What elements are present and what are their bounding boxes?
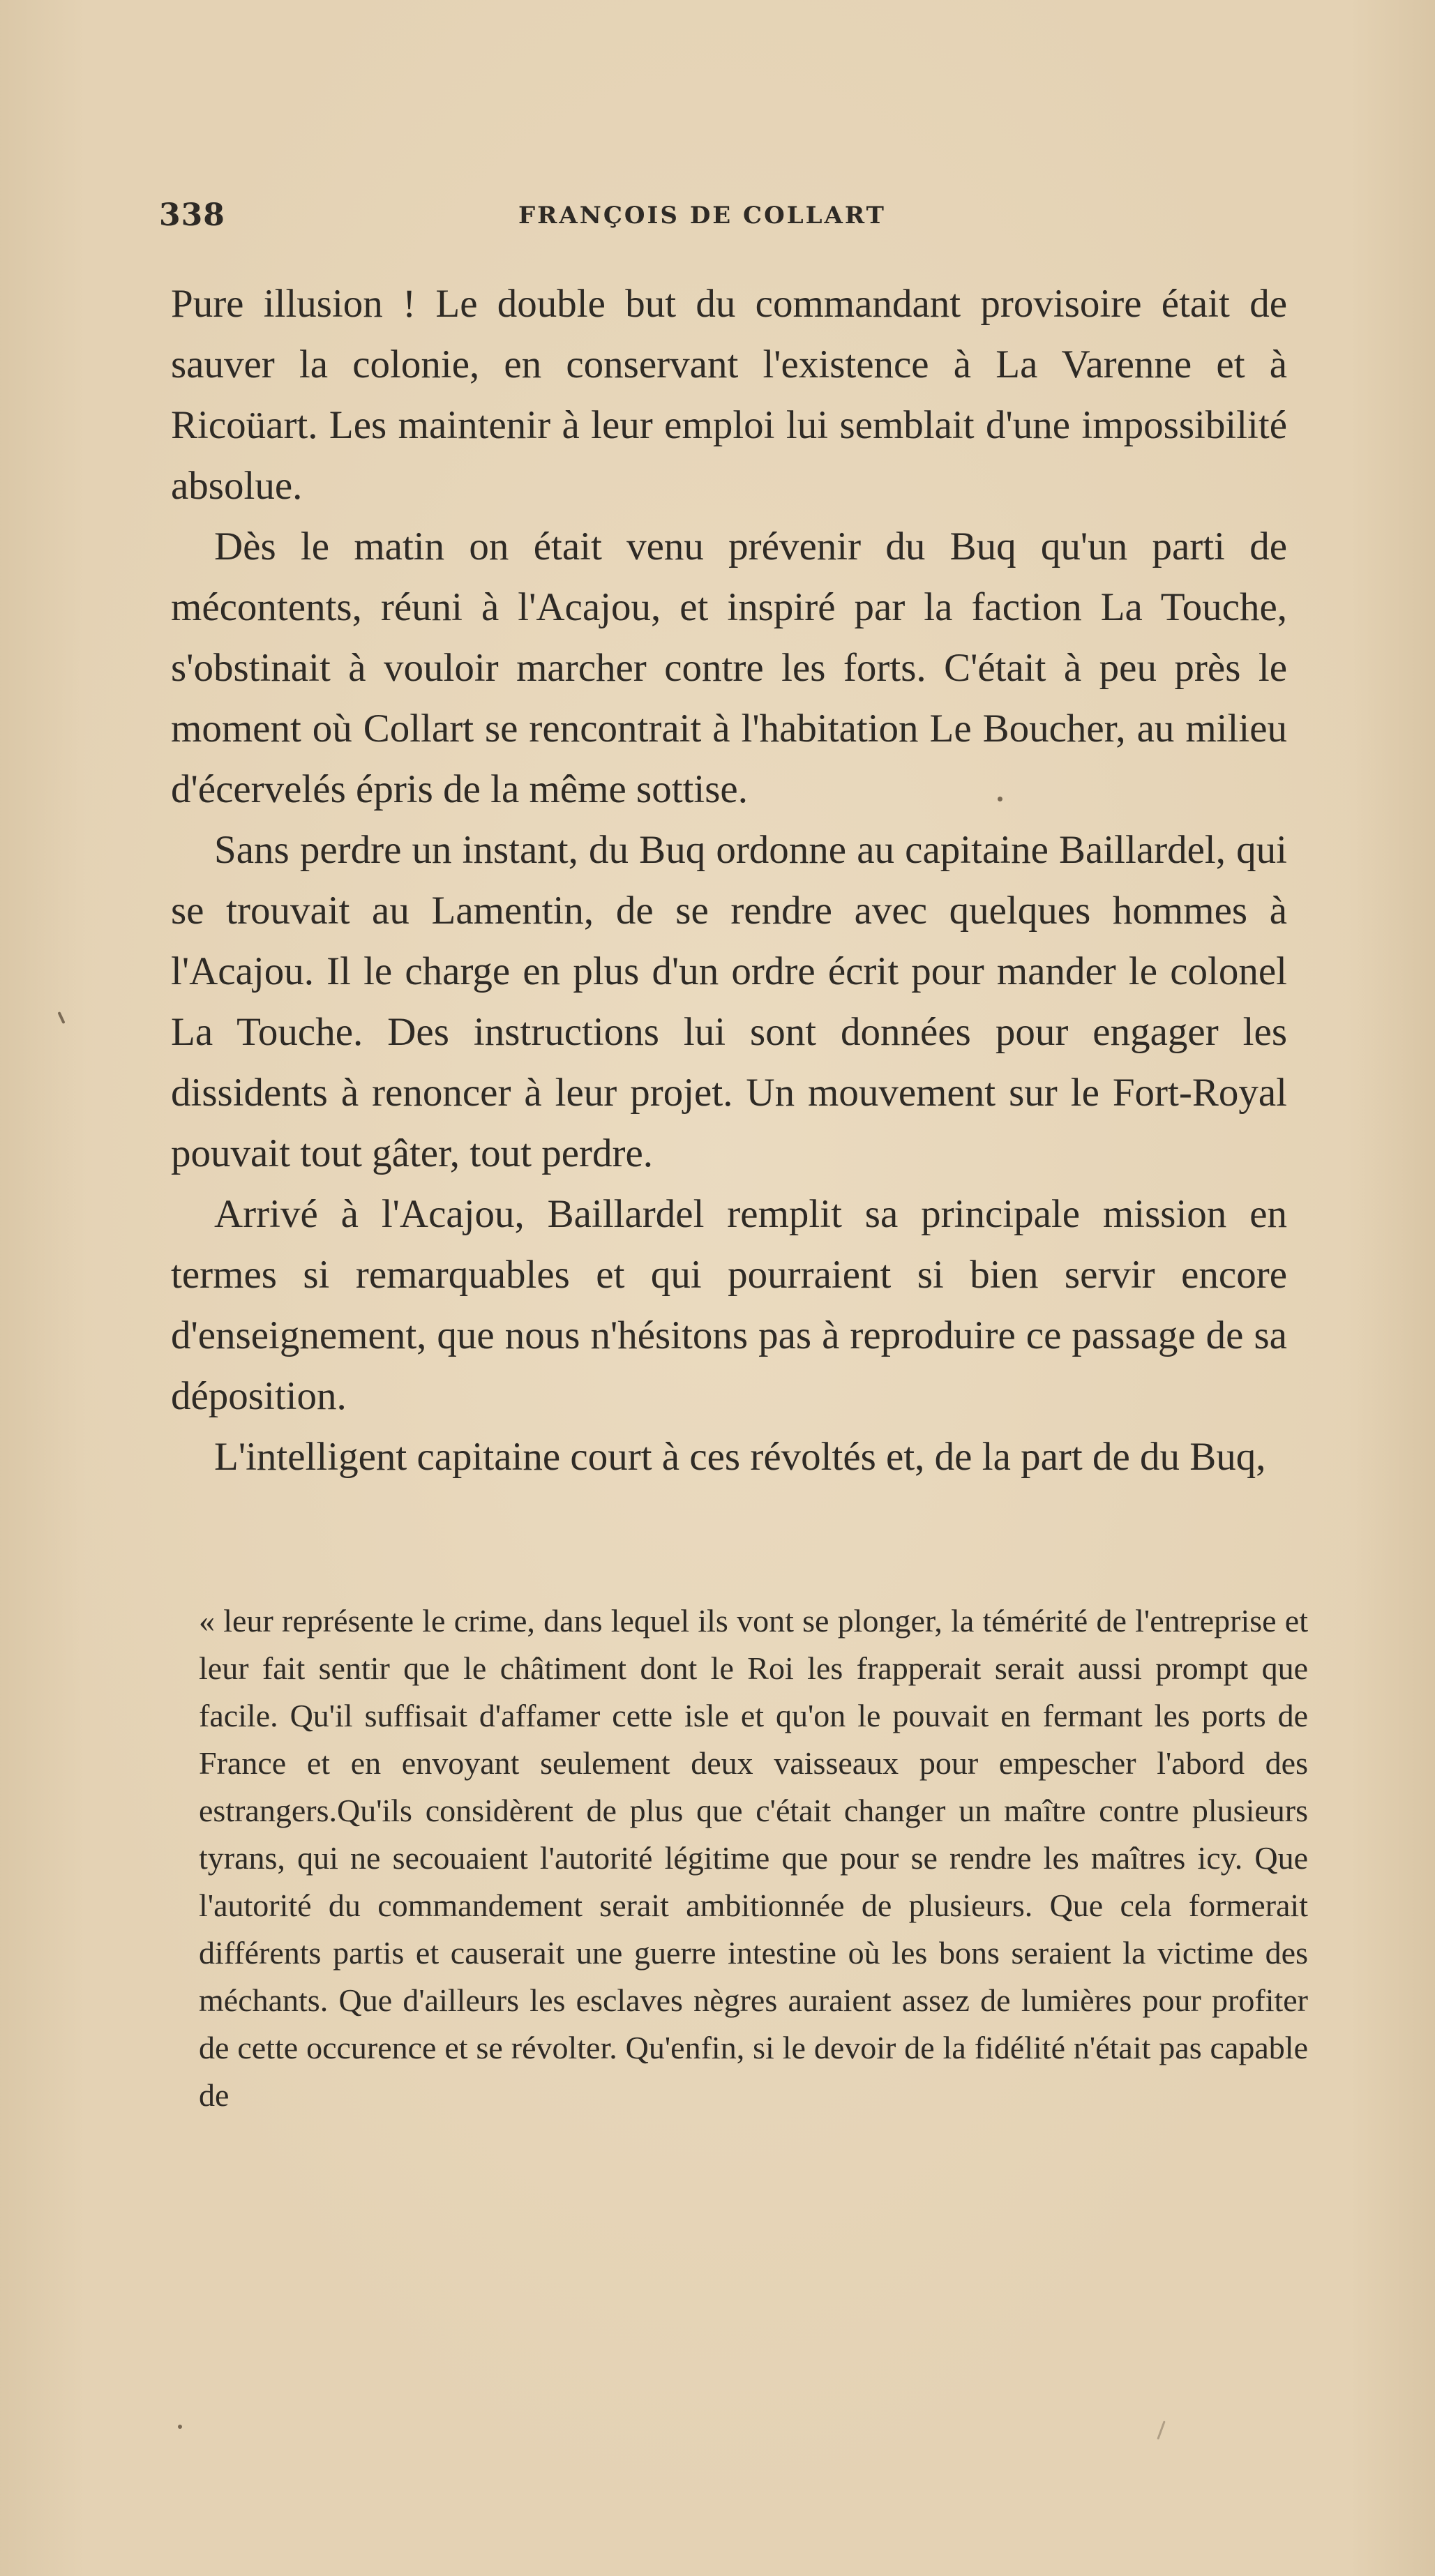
paragraph-5: L'intelligent capitaine court à ces révoltés et, de la part de du Buq, <box>214 1435 1266 1479</box>
paragraph-1: Pure illusion ! Le double but du commandant provisoire était de sauver la colonie, en conservant l'existence à La Varenne et à Ricoüart. Les maintenir à leur emploi lui semblait d'une impossibilité absolue. <box>171 282 1287 508</box>
running-head <box>159 197 1286 239</box>
paper-speck <box>998 797 1002 801</box>
page-number: 338 <box>159 197 225 233</box>
paragraph-4: Arrivé à l'Acajou, Baillardel remplit sa principale mission en termes si remarquables et qui pourraient si bien servir encore d'enseignement, que nous n'hésitons pas à reproduire ce passage de sa déposition. <box>171 1192 1287 1418</box>
paragraph-3: Sans perdre un instant, du Buq ordonne au capitaine Baillardel, qui se trouvait au Lamentin, de se rendre avec quelques hommes à l'Acajou. Il le charge en plus d'un ordre écrit pour mander le colonel La Touche. Des instructions lui sont données pour engager les dissidents à renoncer à leur projet. Un mouvement sur le Fort-Royal pouvait tout gâter, tout perdre. <box>171 828 1287 1175</box>
running-title: FRANÇOIS DE COLLART <box>518 202 886 229</box>
paper-speck <box>178 2425 182 2429</box>
paper-speck <box>57 1011 65 1024</box>
block-quote <box>199 1597 1308 2119</box>
body-text <box>171 273 1287 1487</box>
paper-speck <box>1157 2420 1165 2439</box>
paragraph-2: Dès le matin on était venu prévenir du Buq qu'un parti de mécontents, réuni à l'Acajou, et inspiré par la faction La Touche, s'obstinait à vouloir marcher contre les forts. C'était à peu près le moment où Collart se rencontrait à l'habitation Le Boucher, au milieu d'écervelés épris de la même sottise. <box>171 525 1287 811</box>
quote-paragraph: « leur représente le crime, dans lequel ils vont se plonger, la témérité de l'entreprise et leur fait sentir que le châtiment dont le Roi les frapperait serait aussi prompt que facile. Qu'il suffisait d'affamer cette isle et qu'on le pouvait en fermant les ports de France et en envoyant seulement deux vaisseaux pour empescher l'abord des estrangers.Qu'ils considèrent de plus que c'était changer un maître contre plusieurs tyrans, qui ne secouaient l'autorité légitime que pour se rendre les maîtres icy. Que l'autorité du commandement serait ambitionnée de plusieurs. Que cela formerait différents partis et causerait une guerre intestine où les bons seraient la victime des méchants. Que d'ailleurs les esclaves nègres auraient assez de lumières pour profiter de cette occurence et se révolter. Qu'enfin, si le devoir de la fidélité n'était pas capable de <box>199 1603 1308 2113</box>
